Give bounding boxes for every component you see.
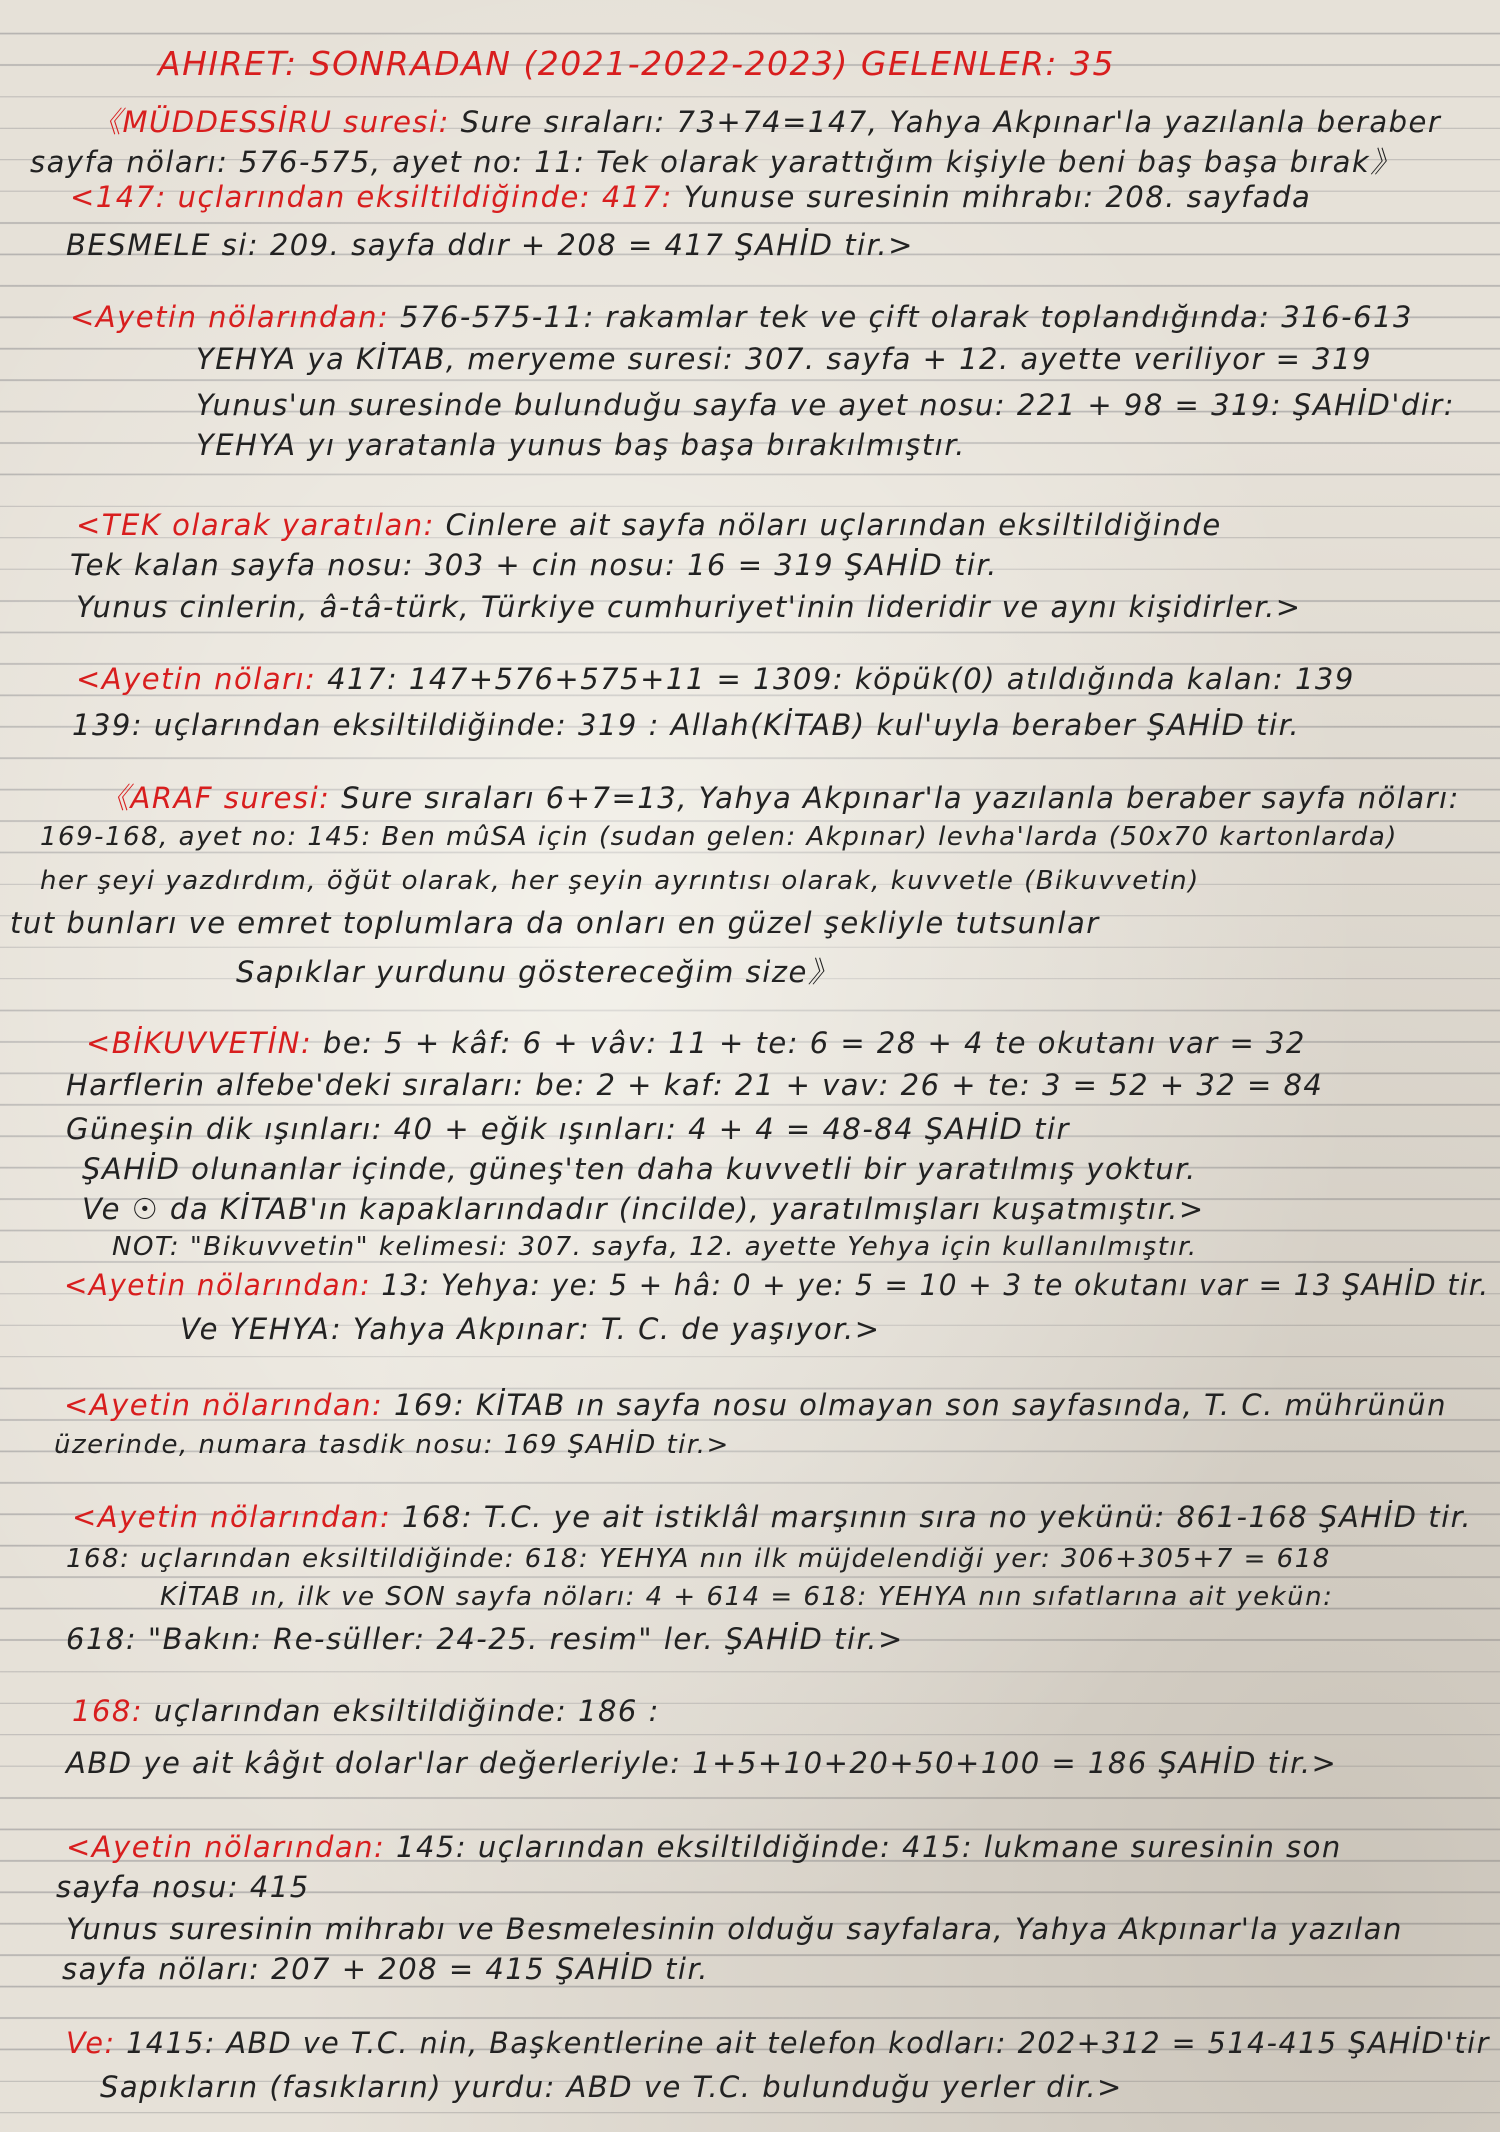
- text-line: <Ayetin nölarından: 169: KİTAB ın sayfa nosu olmayan son sayfasında, T. C. mührünün: [64, 1388, 1448, 1422]
- text-line: sayfa nöları: 207 + 208 = 415 ŞAHİD tir.: [62, 1952, 709, 1986]
- text-line: 《ARAF suresi: Sure sıraları 6+7=13, Yahya Akpınar'la yazılanla beraber sayfa nöları:: [100, 781, 1460, 815]
- text-line: YEHYA yı yaratanla yunus baş başa bırakılmıştır.: [196, 428, 966, 462]
- text-line: ŞAHİD olunanlar içinde, güneş'ten daha kuvvetli bir yaratılmış yoktur.: [82, 1152, 1197, 1186]
- text-line: KİTAB ın, ilk ve SON sayfa nöları: 4 + 614 = 618: YEHYA nın sıfatlarına ait yekün:: [160, 1582, 1334, 1612]
- text-line: <Ayetin nölarından: 145: uçlarından eksiltildiğinde: 415: lukmane suresinin son: [66, 1830, 1342, 1864]
- text-line: <Ayetin nölarından: 13: Yehya: ye: 5 + hâ: 0 + ye: 5 = 10 + 3 te okutanı var = 13 ŞAHİD tir.: [64, 1268, 1490, 1302]
- text-line: 《MÜDDESSİRU suresi: Sure sıraları: 73+74=147, Yahya Akpınar'la yazılanla beraber: [92, 105, 1442, 139]
- text-line: <BİKUVVETİN: be: 5 + kâf: 6 + vâv: 11 + te: 6 = 28 + 4 te okutanı var = 32: [86, 1026, 1306, 1060]
- text-line: 169-168, ayet no: 145: Ben mûSA için (sudan gelen: Akpınar) levha'larda (50x70 kartonlarda): [40, 822, 1398, 852]
- text-line: NOT: "Bikuvvetin" kelimesi: 307. sayfa, 12. ayette Yehya için kullanılmıştır.: [112, 1232, 1198, 1262]
- text-line: <TEK olarak yaratılan: Cinlere ait sayfa nöları uçlarından eksiltildiğinde: [76, 508, 1222, 542]
- text-line: sayfa nosu: 415: [56, 1870, 310, 1904]
- text-line: Ve YEHYA: Yahya Akpınar: T. C. de yaşıyor.>: [180, 1312, 881, 1346]
- text-line: ABD ye ait kâğıt dolar'lar değerleriyle: 1+5+10+20+50+100 = 186 ŞAHİD tir.>: [66, 1746, 1338, 1780]
- text-line: 168: uçlarından eksiltildiğinde: 618: YEHYA nın ilk müjdelendiği yer: 306+305+7 = 618: [66, 1544, 1331, 1574]
- text-line: YEHYA ya KİTAB, meryeme suresi: 307. sayfa + 12. ayette veriliyor = 319: [196, 342, 1373, 376]
- text-line: <Ayetin nöları: 417: 147+576+575+11 = 1309: köpük(0) atıldığında kalan: 139: [76, 662, 1355, 696]
- text-line: Yunus suresinin mihrabı ve Besmelesinin olduğu sayfalara, Yahya Akpınar'la yazılan: [66, 1912, 1403, 1946]
- text-line: Yunus'un suresinde bulunduğu sayfa ve ayet nosu: 221 + 98 = 319: ŞAHİD'dir:: [196, 388, 1455, 422]
- text-line: sayfa nöları: 576-575, ayet no: 11: Tek olarak yarattığım kişiyle beni baş başa bırak》: [30, 145, 1401, 179]
- text-line: Tek kalan sayfa nosu: 303 + cin nosu: 16 = 319 ŞAHİD tir.: [70, 548, 998, 582]
- text-line: Ve: 1415: ABD ve T.C. nin, Başkentlerine ait telefon kodları: 202+312 = 514-415 ŞAHİD'tir: [66, 2026, 1490, 2060]
- text-line: Sapıklar yurdunu göstereceğim size》: [236, 955, 839, 989]
- text-line: tut bunları ve emret toplumlara da onları en güzel şekliyle tutsunlar: [10, 906, 1100, 940]
- text-line: 618: "Bakın: Re-süller: 24-25. resim" ler. ŞAHİD tir.>: [66, 1622, 904, 1656]
- text-line: <147: uçlarından eksiltildiğinde: 417: Yunuse suresinin mihrabı: 208. sayfada: [70, 180, 1312, 214]
- page-title: AHIRET: SONRADAN (2021-2022-2023) GELENLER: 35: [158, 44, 1116, 83]
- text-line: BESMELE si: 209. sayfa ddır + 208 = 417 ŞAHİD tir.>: [66, 228, 914, 262]
- text-line: <Ayetin nölarından: 168: T.C. ye ait istiklâl marşının sıra no yekünü: 861-168 ŞAHİD tir.: [72, 1500, 1473, 1534]
- text-line: <Ayetin nölarından: 576-575-11: rakamlar tek ve çift olarak toplandığında: 316-613: [70, 300, 1413, 334]
- text-line: her şeyi yazdırdım, öğüt olarak, her şeyin ayrıntısı olarak, kuvvetle (Bikuvvetin): [40, 866, 1200, 896]
- text-line: Sapıkların (fasıkların) yurdu: ABD ve T.C. bulunduğu yerler dir.>: [100, 2070, 1123, 2104]
- text-line: üzerinde, numara tasdik nosu: 169 ŞAHİD tir.>: [54, 1430, 730, 1460]
- text-line: 139: uçlarından eksiltildiğinde: 319 : Allah(KİTAB) kul'uyla beraber ŞAHİD tir.: [72, 708, 1301, 742]
- text-line: Harflerin alfebe'deki sıraları: be: 2 + kaf: 21 + vav: 26 + te: 3 = 52 + 32 = 84: [66, 1068, 1324, 1102]
- text-line: Ve ☉ da KİTAB'ın kapaklarındadır (incilde), yaratılmışları kuşatmıştır.>: [82, 1192, 1205, 1226]
- text-line: Yunus cinlerin, â-tâ-türk, Türkiye cumhuriyet'inin lideridir ve aynı kişidirler.>: [76, 590, 1302, 624]
- text-line: Güneşin dik ışınları: 40 + eğik ışınları: 4 + 4 = 48-84 ŞAHİD tir: [66, 1112, 1070, 1146]
- text-line: 168: uçlarından eksiltildiğinde: 186 :: [72, 1694, 660, 1728]
